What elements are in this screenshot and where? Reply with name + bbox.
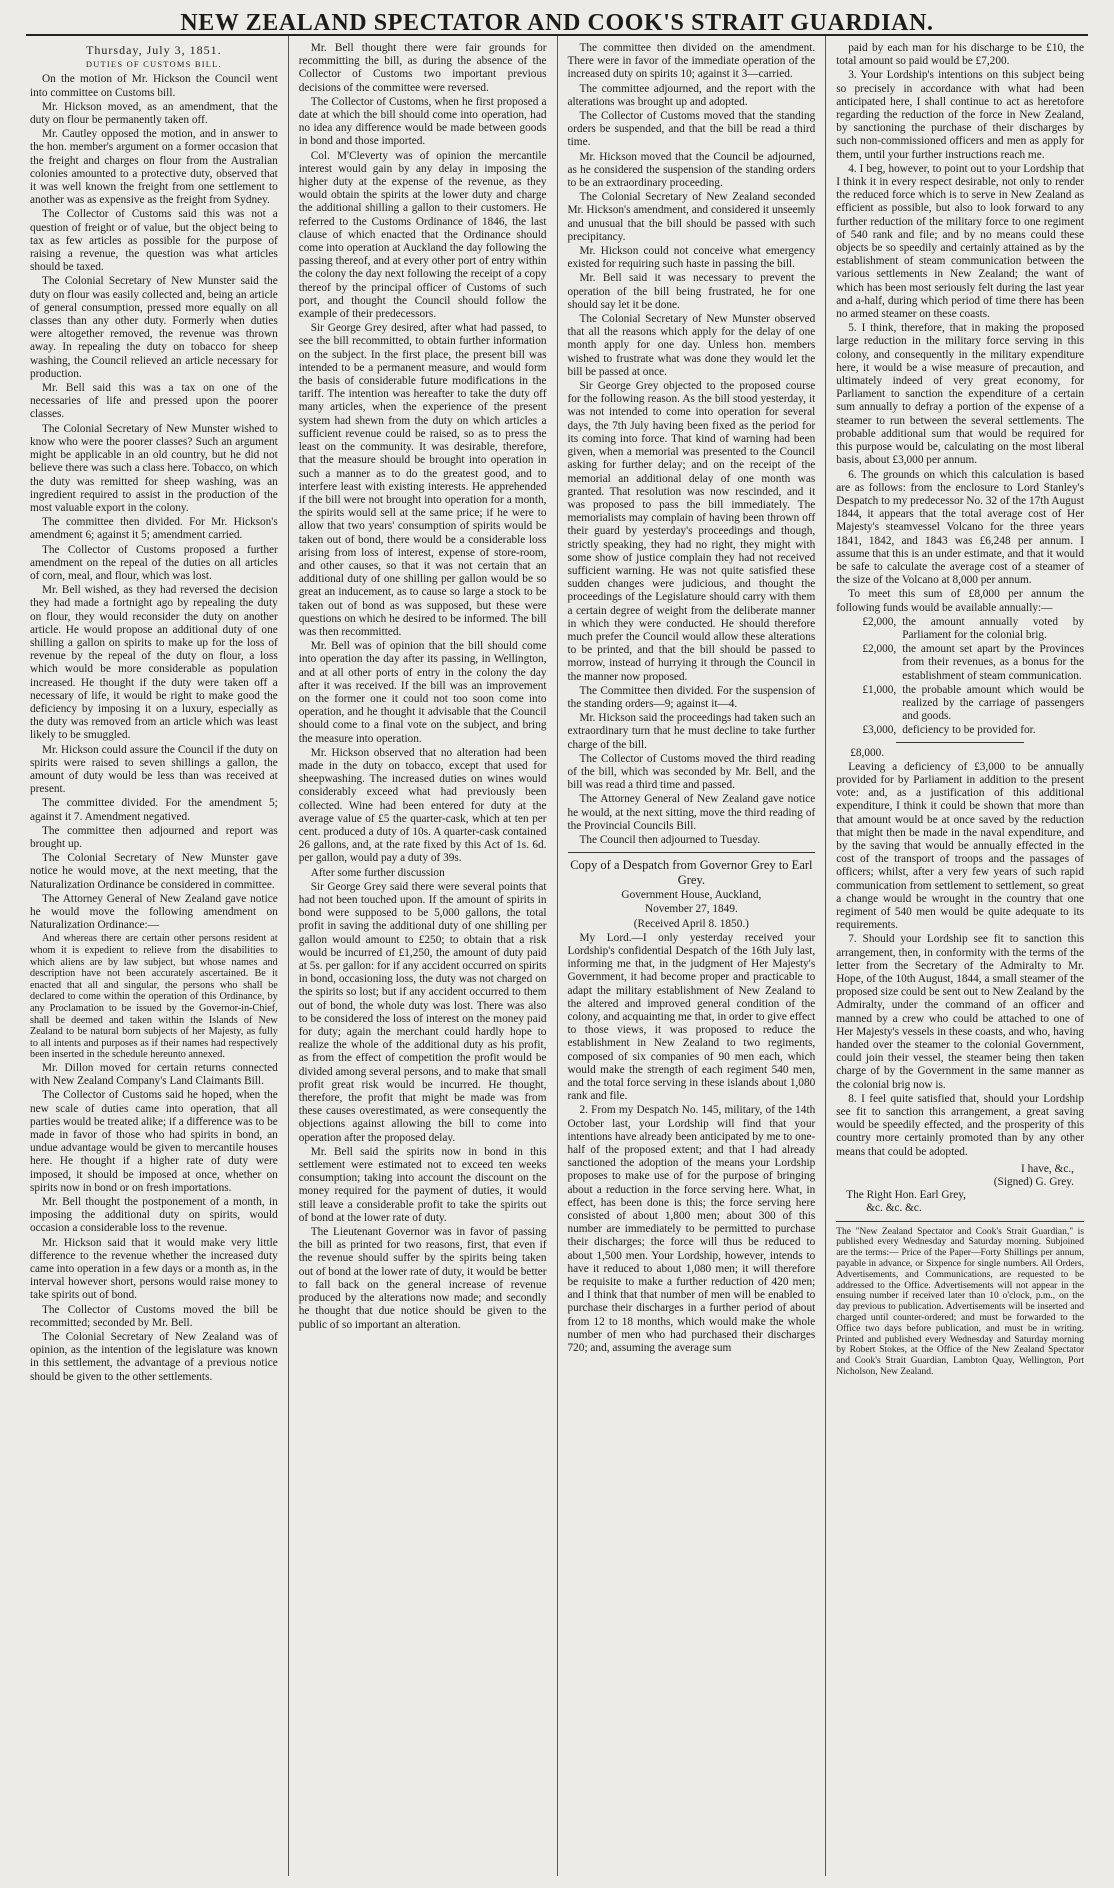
paragraph: On the motion of Mr. Hickson the Council went into committee on Customs bill.: [30, 73, 278, 99]
paragraph: The Collector of Customs said he hoped, when the new scale of duties came into operation, that all parties would be treated alike; if a difference was to be made in favor of those who had spirits in bond, an undue advantage would be given to mercantile houses here. He thought if a higher rate of duty were imposed, it should be imposed at once, whether on spirits now in bond or on fresh importations.: [30, 1089, 278, 1194]
signoff-line-3: The Right Hon. Earl Grey,: [846, 1189, 966, 1202]
section-heading: DUTIES OF CUSTOMS BILL.: [85, 59, 222, 70]
fund-description: deficiency to be provided for.: [902, 724, 1036, 737]
funds-rule: [896, 742, 1024, 743]
amendment-text: And whereas there are certain other persons resident at whom it is expedient to relieve from the disabilities to which aliens are by law subject, but whose names and description have not been accurately ascertained. Be it enacted that all and singular, the persons who shall be declared to come within the operation of this Ordinance, by any Proclamation to be issued by the Governor-in-Chief, shall be deemed and taken within the Islands of New Zealand to be natural born subjects of her Majesty, as fully to all intents and purposes as if their names had respectively been inserted in the schedule hereunto annexed.: [30, 933, 278, 1061]
paragraph: The Colonial Secretary of New Munster observed that all the reasons which apply for the delay of one month apply for one day. Unless hon. members wished to frustrate what was done they would let the bill be passed at once.: [567, 313, 816, 378]
section-divider: [568, 852, 816, 853]
paragraph: The Attorney General of New Zealand gave notice he would move the following amendment on Naturalization Ordinance:—: [30, 892, 278, 932]
paragraph: Mr. Hickson could assure the Council if the duty on spirits were raised to seven shillings a gallon, the amount of duty would be less than was received at present.: [30, 743, 278, 796]
paragraph: The Collector of Customs moved that the standing orders be suspended, and that the bill be read a third time.: [567, 110, 816, 149]
paragraph: The Attorney General of New Zealand gave notice he would, at the next sitting, move the third reading of the Provincial Councils Bill.: [567, 793, 816, 832]
column-2-body: [299, 42, 547, 1332]
paragraph: Mr. Bell thought there were fair grounds for recommitting the bill, as during the absence of the Collector of Customs two important previous decisions of the committee were reversed.: [298, 42, 547, 94]
paragraph: The Collector of Customs moved the bill be recommitted; seconded by Mr. Bell.: [30, 1303, 278, 1329]
despatch-place: Government House, Auckland,: [621, 889, 762, 902]
paragraph: The Collector of Customs moved the third reading of the bill, which was seconded by Mr. Bell, and the bill was read a third time and passed.: [567, 752, 816, 792]
fund-description: the amount set apart by the Provinces from their revenues, as a bonus for the establishment of steam communication.: [902, 643, 1084, 682]
paragraph: The Colonial Secretary of New Zealand was of opinion, as the intention of the legislature was known in this settlement, the advantage of a previous notice should be given to the other settlements.: [30, 1331, 278, 1383]
funds-list: [836, 616, 1084, 738]
paragraph: paid by each man for his discharge to be £10, the total amount so paid would be £7,200.: [836, 42, 1084, 68]
paragraph: Mr. Hickson said the proceedings had taken such an extraordinary turn that he must decline to take further charge of the bill.: [567, 712, 816, 751]
column-4: [825, 36, 1094, 1876]
paragraph: Mr. Bell thought the postponement of a month, in imposing the additional duty on spirits, would occasion a considerable loss to the revenue.: [30, 1195, 278, 1235]
dateline: Thursday, July 3, 1851.: [86, 43, 222, 57]
fund-item: [836, 643, 1084, 683]
paragraph: Col. M'Cleverty was of opinion the mercantile interest would gain by any delay in imposing the higher duty at the expense of the revenue, as they would obtain the spirits at the lower duty and charge the additional shilling a gallon to their customers. He referred to the Customs Ordinance of 1846, the last clause of which enacted that the Ordinance should come into operation at Auckland the day following the passing thereof, and at every other port of entry within the colony the day next following the receipt of a copy thereof by the principal officer of Customs of such port, and thought the Council should follow the example of their predecessors.: [298, 149, 547, 321]
columns: [20, 36, 1094, 1876]
paragraph: The Collector of Customs proposed a further amendment on the repeal of the duties on all articles of corn, meal, and flour, which was lost.: [30, 543, 278, 582]
paragraph: After some further discussion: [310, 866, 445, 879]
fund-amount: £2,000,: [862, 643, 897, 656]
paragraph: The committee adjourned, and the report with the alterations was brought up and adopted.: [567, 82, 816, 108]
paragraph: The Collector of Customs, when he first proposed a date at which the bill should come into operation, had no idea any difference would be made between goods in bond and those imported.: [298, 95, 547, 148]
signoff-line-2: (Signed) G. Grey.: [993, 1176, 1074, 1189]
fund-description: the amount annually voted by Parliament for the colonial brig.: [902, 615, 1084, 641]
paragraph: Sir George Grey desired, after what had passed, to see the bill recommitted, to obtain further information on the subject. In the first place, the present bill was intended to be a permanent measure, and would form the basis of considerable future modifications in the tariff. The intention was hereafter to take the duty off many articles, when the experience of the present system had shewn from the duty on which articles a sufficient revenue could be raised, so as to press the least on the community. It was desirable, therefore, that the measure should be brought into operation in such a manner as to do the greatest good, and to interfere least with existing interests. He apprehended if the bill were not brought into operation for a month, the spirits would sell at the same price; if he were to allow that two years' consumption of spirits would be taken out of bond, there would be a considerable loss arising from loss of interest, expense of store-room, and other causes, so that it was not certain that an additional duty of one shilling per gallon would be so great an inducement, as to cause so large a stock to be taken out of bond as was supposed, but these were questions on which he desired to be informed. The bill was then recommitted.: [298, 322, 547, 638]
fund-amount: £2,000,: [862, 615, 897, 628]
paragraph: Mr. Bell was of opinion that the bill should come into operation the day after its passing, in Wellington, and at all other ports of entry in the colony the day after it was received. If the bill was an improvement on the former one it could not too soon come into operation, and he thought it advisable that the Council should come to a final vote on the subject, and bring the measure into operation.: [298, 640, 547, 745]
paragraph: The Committee then divided. For the suspension of the standing orders—9; against it—4.: [567, 684, 816, 710]
masthead: NEW ZEALAND SPECTATOR AND COOK'S STRAIT GUARDIAN.: [180, 10, 934, 36]
paragraph: 4. I beg, however, to point out to your Lordship that I think it in every respect desirable, not only to render the reduced force which is to serve in New Zealand as efficient as possible, but also to look forward to any further reduction of the military force to one regiment of 540 rank and file; and by no means could these objects be so speedily and certainly attained as by the establishment of steam communication between the various settlements in New Zealand; the want of which has been most seriously felt during the last year and a-half, during which period of time there has been no armed steamer on these coasts.: [836, 162, 1084, 321]
signoff-line-1: I have, &c.,: [1020, 1162, 1074, 1175]
paragraph: Mr. Cautley opposed the motion, and in answer to the hon. member's argument on a former occasion that the freight and charges on flour from the Australian colonies amounted to a protective duty, observed that it was well known the freight from one settlement to another was as expensive as the freight from Sydney.: [30, 128, 278, 207]
paragraph: The Lieutenant Governor was in favor of passing the bill as printed for two reasons, first, that even if the revenue should suffer by the spirits being taken out of bond at the lower rate of duty, it would be better to fall back on the general increase of revenue produced by the alterations now made; and secondly he thought that due notice should be given to the public of so important an alteration.: [298, 1226, 547, 1331]
paragraph: Mr. Hickson moved, as an amendment, that the duty on flour be permanently taken off.: [30, 100, 278, 127]
paragraph: Mr. Hickson could not conceive what emergency existed for requiring such haste in passing the bill.: [567, 245, 816, 271]
column-3: [557, 36, 826, 1876]
paragraph: 5. I think, therefore, that in making the proposed large reduction in the military force serving in this colony, and consequently in the military expenditure here, it would be a wise measure of precaution, and ultimately indeed of very great economy, for Parliament to sanction the expenditure of a certain sum annually to defray a portion of the expense of a steamer to run between the several settlements. The probable additional sum that would be required for this purpose would be, calculating on the most liberal basis, about £3,000 per annum.: [836, 322, 1084, 467]
paragraph: Mr. Bell said it was necessary to prevent the operation of the bill being frustrated, he for one should say let it be done.: [567, 272, 816, 311]
fund-item: [836, 684, 1084, 724]
column-2: [288, 36, 557, 1876]
fund-amount: £3,000,: [862, 724, 897, 737]
colophon: The "New Zealand Spectator and Cook's Strait Guardian," is published every Wednesday and Saturday morning. Subjoined are the terms:— Price of the Paper—Forty Shillings per annum, payable in advance, or Sixpence for single numbers. All Orders, Advertisements, and Communications, are requested to be addressed to the Office. Advertisements will not appear in the ensuing number if received later than 10 o'clock, p.m., on the day previous to publication. Advertisements will be inserted and charged until counter-ordered; and must be forwarded to the Office two days before publication, and must be in writing. Printed and published every Wednesday and Saturday morning by Robert Stokes, at the Office of the New Zealand Spectator and Cook's Strait Guardian, Lambton Quay, Wellington, Port Nicholson, New Zealand.: [836, 1226, 1084, 1378]
paragraph: 6. The grounds on which this calculation is based are as follows: from the enclosure to Lord Stanley's Despatch to my predecessor No. 32 of the 17th August 1844, it appears that the total average cost of Her Majesty's steamvessel Volcano for the three years 1841, 1842, and 1843 was £6,248 per annum. I assume that this is an under estimate, and that it would be safe to calculate the average cost of a steamer of the size of the Volcano at 8,000 per annum.: [836, 468, 1084, 587]
paragraph: 2. From my Despatch No. 145, military, of the 14th October last, your Lordship will find that your intentions have already been anticipated by me to one-half of the proposed extent; and that I had already sanctioned the adoption of the means your Lordship proposes to make use of for the purpose of bringing about a reduction in the force serving here. What, in effect, has been done is this; the force serving here consisted of about 1,800 men; about 300 of this number are immediately to be permitted to purchase their discharges; the force will thus be reduced to about 1,500 men. Your Lordship, however, intends to have it reduced to about 1,080 men; it will therefore be requisite to make a further reduction of 420 men; and I think that that number of men will be enabled to purchase their discharges in a further period of about from 12 to 18 months, which would make the whole number of men who had purchased their discharges 720; and, assuming the average sum: [567, 1104, 816, 1355]
paragraph: 3. Your Lordship's intentions on this subject being so precisely in accordance with what had been anticipated here, I shall continue to act as heretofore regarding the reduction of the force in New Zealand, by sanctioning the purchase of their discharges by such non-commissioned officers and men as apply for them, until your further instructions reach me.: [836, 69, 1084, 161]
paragraph: Mr. Hickson observed that no alteration had been made in the duty on tobacco, except that used for sheepwashing. The increased duties on wines would considerably exceed what had previously been collected. Wine had been entered for duty at the average value of £5 the quarter-cask, which at ten per cent. produced a duty of 10s. A quarter-cask contained 26 gallons, and, at the rate fixed by this Act of 1s. 6d. per gallon, would pay a duty of 39s.: [298, 746, 547, 865]
paragraph: 8. I feel quite satisfied that, should your Lordship see fit to sanction this arrangement, a great saving would be speedily effected, and the prosperity of this country more certainly promoted than by any other means that could be adopted.: [836, 1092, 1084, 1158]
paragraph: Mr. Bell said this was a tax on one of the necessaries of life and pressed upon the poorer classes.: [30, 382, 278, 421]
paragraph: Sir George Grey said there were several points that had not been touched upon. If the amount of spirits in bond were supposed to be 5,000 gallons, the total profit in saving the additional duty of one shilling per gallon would amount to £250; to obtain that a risk would be incurred of £1,250, the amount of duty paid at 5s. per gallon: for if any accident occurred on spirits in bond, occasioning loss, the duty was not charged on the spirits so lost; but if any accident occurred to them out of bond, the whole duty was lost. There was also to be considered the loss of interest on the money paid for duty; again the merchant could hardly hope to realize the whole of the additional duty as his profit, as from the effect of competition the profit would be divided among several persons, and to make that small profit great risk would be incurred. He thought, therefore, the profit that might be made was from these causes overestimated, as were consequently the objections against allowing the bill to come into operation after the proposed delay.: [298, 880, 547, 1144]
column-3-body: [568, 42, 816, 847]
paragraph: My Lord.—I only yesterday received your Lordship's confidential Despatch of the 16th July last, informing me that, in the judgment of Her Majesty's Government, it had become proper and practicable to adapt the military establishment of New Zealand to the altered and improved general condition of the colony, and acquainting me that, in order to give effect to those views, it was proposed to reduce the establishment in New Zealand to two regiments, composed of six companies of 90 men each, which would make the strength of each regiment 540 men, and the total force serving in these islands about 1,080 rank and file.: [567, 931, 816, 1103]
paragraph: Mr. Hickson moved that the Council be adjourned, as he considered the suspension of the standing orders to be an extraordinary proceeding.: [567, 150, 816, 190]
column-4-body: [836, 42, 1084, 615]
paragraph: 7. Should your Lordship see fit to sanction this arrangement, then, in conformity with the terms of the letter from the Secretary of the Admiralty to Mr. Hope, of the 10th August, 1844, a small steamer of the proposed size could be sent out to New Zealand by the Admiralty, under the command of an officer and manned by a crew who could be attached to one of Her Majesty's vessels in these coasts, and who, having handed over the steamer to the colonial Government, could join their vessel, the steamer being then taken charge of by the Government in the same manner as the colonial brig now is.: [836, 933, 1084, 1091]
despatch-date: November 27, 1849.: [644, 903, 738, 916]
paragraph: The committee then adjourned and report was brought up.: [30, 824, 278, 850]
column-4-body-b: [836, 761, 1084, 1159]
paragraph: The Colonial Secretary of New Munster wished to know who were the poorer classes? Such an argument might be applicable in an old country, but he did not believe there was such a class here. Tobacco, on which the duty was remitted for sheep washing, was an ingredient required to assist in the production of the most valuable export in the colony.: [30, 422, 278, 514]
paragraph: Mr. Bell said the spirits now in bond in this settlement were estimated not to exceed ten weeks consumption; taking into account the discount on the money required for the payment of duties, it would still leave a considerable profit to take the spirits out of bond at the lower rate of duty.: [298, 1145, 547, 1224]
despatch-heading: Copy of a Despatch from Governor Grey to Earl Grey.: [570, 858, 813, 888]
fund-amount: £1,000,: [862, 683, 897, 696]
paragraph: The committee then divided on the amendment. There were in favor of the immediate operation of the increased duty on spirits 10; against it 3—carried.: [567, 42, 816, 81]
paragraph: The Collector of Customs said this was not a question of freight or of value, but the object being to tax as few articles as possible for the purpose of raising a revenue, the question was what articles should be taxed.: [30, 208, 278, 274]
column-1: [20, 36, 288, 1876]
fund-item: [836, 616, 1084, 642]
signoff-line-4: &c. &c. &c.: [866, 1202, 922, 1215]
column-1-body-b: [30, 1062, 278, 1384]
paragraph: Leaving a deficiency of £3,000 to be annually provided for by Parliament in addition to the present vote: and, as a justification of this additional expenditure, I think it could be shown that more than that amount would be at once saved by the reduction that might then be made in the naval expenditure, and by the saving that would be annually effected in the cost of the transport of troops and the passages of officers; whilst, after a very few years of such rapid communication from settlement to settlement, so great a change would be wrought in the country that one regiment of 540 men would be quite adequate to its requirements.: [836, 760, 1084, 932]
paragraph: Mr. Dillon moved for certain returns connected with New Zealand Company's Land Claimants Bill.: [30, 1061, 278, 1088]
paragraph: To meet this sum of £8,000 per annum the following funds would be available annually:—: [836, 588, 1084, 614]
column-1-body: [30, 73, 278, 932]
signoff: [836, 1163, 1084, 1216]
paragraph: Mr. Hickson said that it would make very little difference to the revenue whether the increased duty came into operation in a few days or a month as, in the interval however short, persons would raise money to take spirits out of bond.: [30, 1236, 278, 1302]
fund-item: [836, 724, 1084, 737]
paragraph: The Council then adjourned to Tuesday.: [579, 833, 761, 846]
funds-total: £8,000.: [850, 746, 885, 759]
paragraph: The Colonial Secretary of New Zealand seconded Mr. Hickson's amendment, and considered it unseemly and unusual that the bill should be passed with such precipitancy.: [567, 191, 816, 243]
paragraph: The committee then divided. For Mr. Hickson's amendment 6; against it 5; amendment carried.: [30, 516, 278, 542]
paragraph: The committee divided. For the amendment 5; against it 7. Amendment negatived.: [30, 797, 278, 823]
paragraph: The Colonial Secretary of New Munster gave notice he would move, at the next meeting, that the Naturalization Ordinance be considered in committee.: [30, 852, 278, 891]
paragraph: The Colonial Secretary of New Munster said the duty on flour was easily collected and, being an article of general consumption, pressed more equally on all classes than any other duty. Formerly when duties were altogether removed, the revenue was thrown away. In repealing the duty on tobacco for sheep washing, the Council relieved an article necessary for production.: [30, 275, 278, 380]
colophon-rule: [836, 1221, 1084, 1222]
despatch-received: (Received April 8. 1850.): [633, 917, 749, 930]
paragraph: Sir George Grey objected to the proposed course for the following reason. As the bill stood yesterday, it was not intended to come into operation for several days, the 7th July having been fixed as the period for its coming into force. That kind of warning had been given, when a memorial was presented to the Council asking for further delay; and on the receipt of the memorial an additional delay of one month was granted. That resolution was now rescinded, and it was proposed to pass the bill immediately. The memorialists may complain of having been thrown off their guard by yesterday's proceedings and though, strictly speaking, they had no right, they might with some show of justice complain they had not received sufficient warning. He was not quite satisfied these sudden changes were judicious, and thought the proceedings of the Legislature should carry with them a certain degree of weight from the deliberate manner in which they were conducted. He should therefore much prefer the Council would allow these alterations to be printed, and that the bill should be passed to morrow, instead of hurrying it through the Council in the manner now proposed.: [567, 380, 816, 683]
paragraph: Mr. Bell wished, as they had reversed the decision they had made a fortnight ago by repealing the duty on flour, they would reconsider the duty on another article. He would propose an additional duty of one shilling a gallon on spirits to make up for the loss of revenue by the repeal of the duty on flour, a loss which would be more considerable as population increased. He thought if the duty were taken off a necessary of life, it would be right to make good the deficiency by imposing it on a luxury, especially as the duty was removed from an article which was least likely to be smuggled.: [30, 584, 278, 742]
fund-description: the probable amount which would be realized by the carriage of passengers and goods.: [902, 683, 1084, 723]
despatch-body: [568, 932, 816, 1356]
